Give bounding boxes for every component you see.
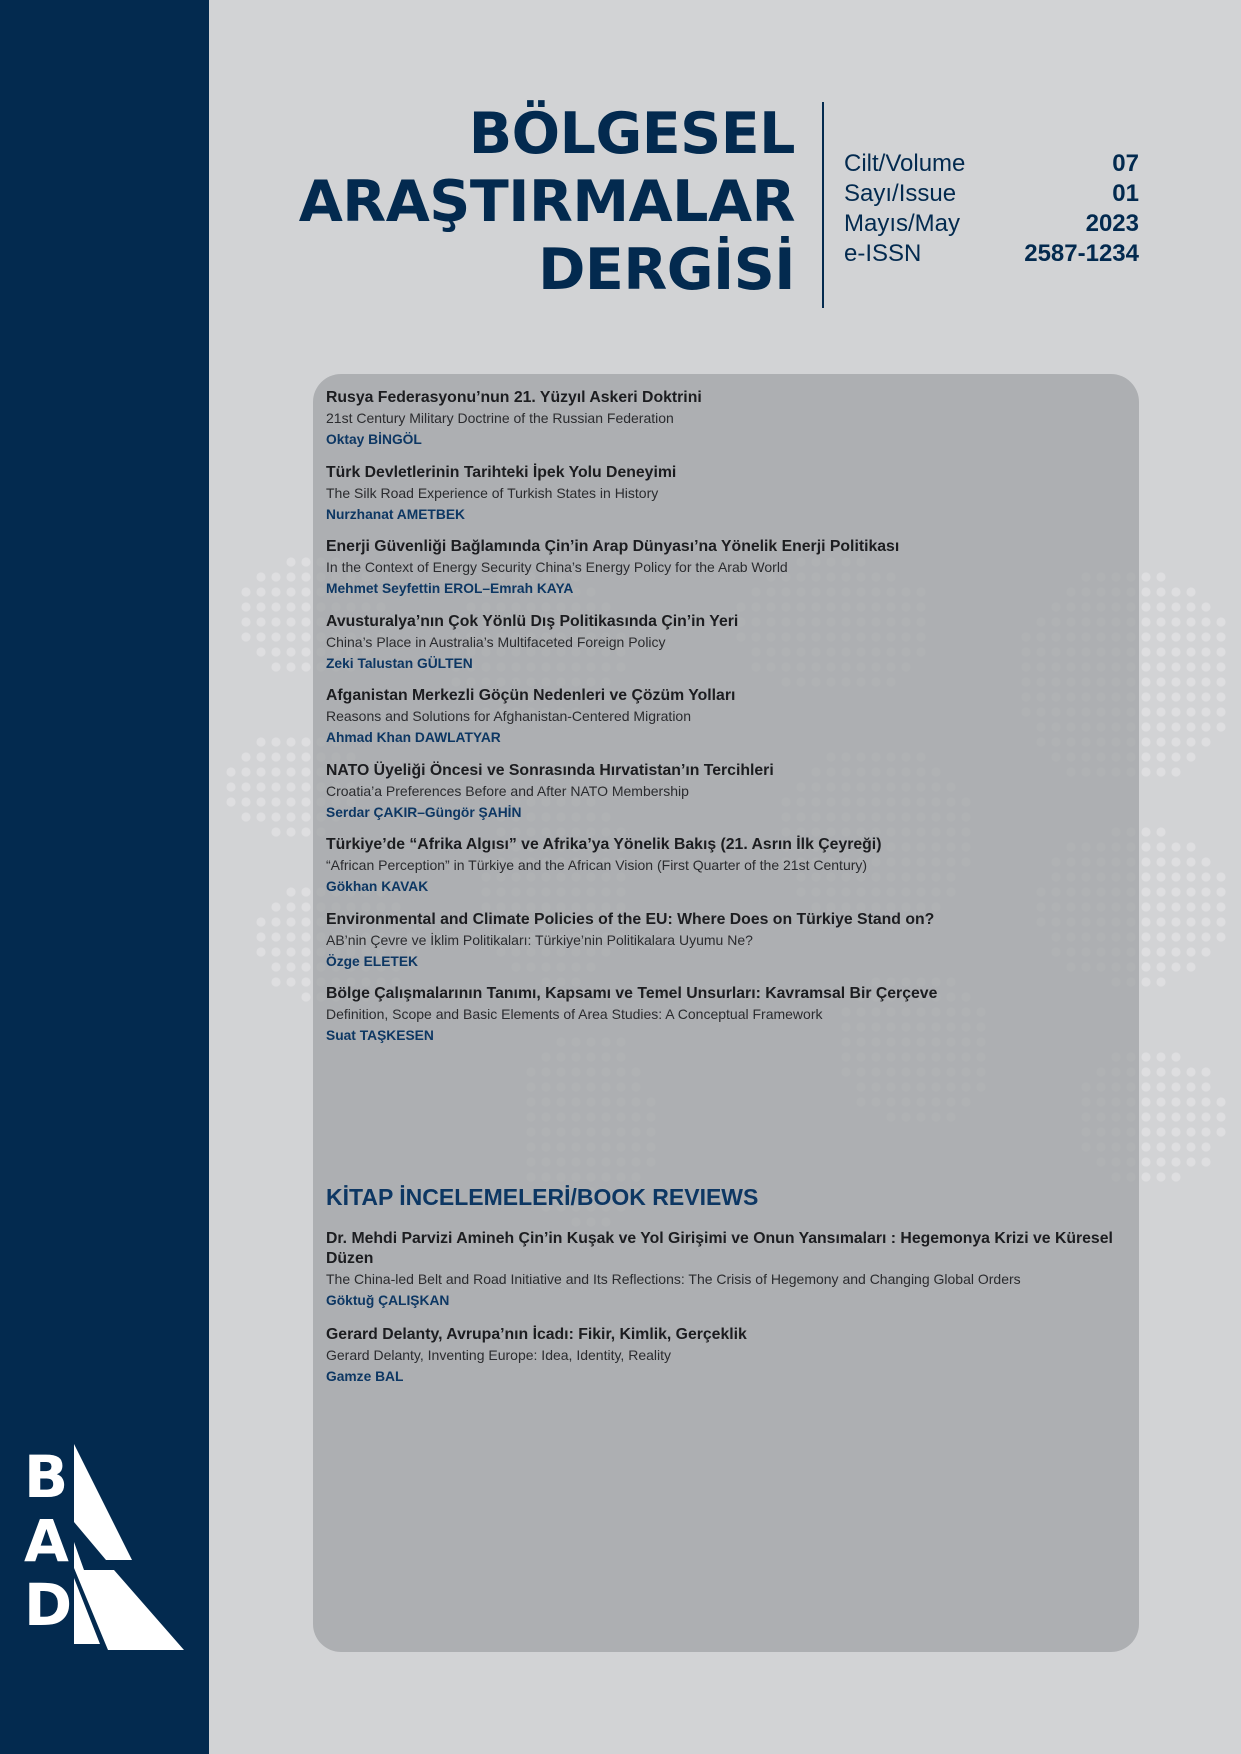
sail-logo-icon	[70, 1438, 188, 1652]
article-author: Serdar ÇAKIR–Güngör ŞAHİN	[326, 804, 522, 820]
meta-row-volume	[844, 149, 1139, 179]
meta-label: Mayıs/May	[844, 210, 961, 237]
article-author: Zeki Talustan GÜLTEN	[326, 655, 473, 671]
article-item[interactable]	[326, 537, 1126, 599]
logo-letter-b: B	[24, 1443, 69, 1511]
article-subtitle: In the Context of Energy Security China’s Energy Policy for the Arab World	[326, 559, 788, 575]
article-author: Suat TAŞKESEN	[326, 1028, 434, 1043]
article-item[interactable]	[326, 910, 1126, 972]
article-title: Rusya Federasyonu’nun 21. Yüzyıl Askeri Doktrini	[326, 389, 702, 406]
article-subtitle: Reasons and Solutions for Afghanistan-Centered Migration	[326, 708, 691, 724]
article-title: Türkiye’de “Afrika Algısı” ve Afrika’ya Yönelik Bakış (21. Asrın İlk Çeyreği)	[326, 836, 882, 853]
article-item[interactable]	[326, 686, 1126, 748]
article-item[interactable]	[326, 463, 1126, 525]
meta-label: e-ISSN	[844, 240, 922, 267]
article-list	[326, 388, 1126, 1059]
review-item[interactable]	[326, 1325, 1126, 1387]
article-title: Türk Devletlerinin Tarihteki İpek Yolu Deneyimi	[326, 463, 677, 481]
article-item[interactable]	[326, 761, 1126, 823]
logo-letter-a: A	[24, 1507, 69, 1575]
journal-title-line-2: ARAŞTIRMALAR	[298, 169, 795, 235]
article-subtitle: “African Perception” in Türkiye and the African Vision (First Quarter of the 21st Century)	[326, 857, 868, 873]
article-item[interactable]	[326, 984, 1126, 1046]
review-title: Dr. Mehdi Parvizi Amineh Çin’in Kuşak ve Yol Girişimi ve Onun Yansımaları : Hegemonya Krizi ve Küresel Düzen	[326, 1230, 1113, 1267]
article-author: Ahmad Khan DAWLATYAR	[326, 730, 501, 745]
review-author: Göktuğ ÇALIŞKAN	[326, 1293, 450, 1308]
article-author: Mehmet Seyfettin EROL–Emrah KAYA	[326, 581, 574, 596]
article-item[interactable]	[326, 612, 1126, 674]
logo-letter-d: D	[24, 1571, 73, 1639]
article-title: Afganistan Merkezli Göçün Nedenleri ve Çözüm Yolları	[326, 687, 736, 704]
meta-label: Sayı/Issue	[844, 180, 957, 207]
meta-row-issn	[844, 239, 1139, 269]
meta-label: Cilt/Volume	[844, 150, 966, 177]
article-title: Avusturalya’nın Çok Yönlü Dış Politikasında Çin’in Yeri	[326, 612, 739, 630]
bad-logo-letters	[24, 1443, 73, 1639]
journal-title-line-3: DERGİSİ	[538, 237, 795, 303]
review-subtitle: The China-led Belt and Road Initiative and Its Reflections: The Crisis of Hegemony and Changing Global Orders	[326, 1271, 1021, 1287]
article-title: NATO Üyeliği Öncesi ve Sonrasında Hırvatistan’ın Tercihleri	[326, 761, 774, 779]
review-title: Gerard Delanty, Avrupa’nın İcadı: Fikir, Kimlik, Gerçeklik	[326, 1326, 747, 1343]
review-item[interactable]	[326, 1229, 1126, 1311]
article-title: Bölge Çalışmalarının Tanımı, Kapsamı ve Temel Unsurları: Kavramsal Bir Çerçeve	[326, 985, 938, 1002]
review-subtitle: Gerard Delanty, Inventing Europe: Idea, Identity, Reality	[326, 1347, 672, 1363]
article-author: Nurzhanat AMETBEK	[326, 506, 465, 522]
book-review-list	[326, 1229, 1126, 1401]
article-subtitle: Definition, Scope and Basic Elements of Area Studies: A Conceptual Framework	[326, 1006, 823, 1022]
article-author: Özge ELETEK	[326, 953, 418, 969]
journal-title	[250, 100, 795, 304]
article-title: Environmental and Climate Policies of the EU: Where Does on Türkiye Stand on?	[326, 910, 935, 928]
article-subtitle: AB’nin Çevre ve İklim Politikaları: Türkiye’nin Politikalara Uyumu Ne?	[326, 931, 753, 948]
article-author: Gökhan KAVAK	[326, 879, 429, 894]
article-subtitle: The Silk Road Experience of Turkish States in History	[326, 484, 659, 501]
book-reviews-heading: KİTAP İNCELEMELERİ/BOOK REVIEWS	[326, 1184, 759, 1210]
meta-row-date	[844, 209, 1139, 239]
journal-title-line-1: BÖLGESEL	[468, 101, 795, 167]
issue-metadata	[844, 149, 1139, 269]
article-subtitle: Croatia’a Preferences Before and After NATO Membership	[326, 782, 689, 799]
review-author: Gamze BAL	[326, 1369, 404, 1384]
article-item[interactable]	[326, 835, 1126, 897]
meta-value: 07	[1112, 150, 1139, 177]
meta-value: 01	[1112, 180, 1139, 207]
title-divider	[822, 102, 824, 308]
article-title: Enerji Güvenliği Bağlamında Çin’in Arap Dünyası’na Yönelik Enerji Politikası	[326, 538, 900, 555]
meta-value: 2587-1234	[1024, 240, 1139, 267]
article-subtitle: 21st Century Military Doctrine of the Russian Federation	[326, 410, 674, 426]
article-item[interactable]	[326, 388, 1126, 450]
meta-row-issue	[844, 179, 1139, 209]
meta-value: 2023	[1085, 210, 1139, 237]
article-subtitle: China’s Place in Australia’s Multifaceted Foreign Policy	[326, 633, 666, 650]
article-author: Oktay BİNGÖL	[326, 432, 422, 447]
